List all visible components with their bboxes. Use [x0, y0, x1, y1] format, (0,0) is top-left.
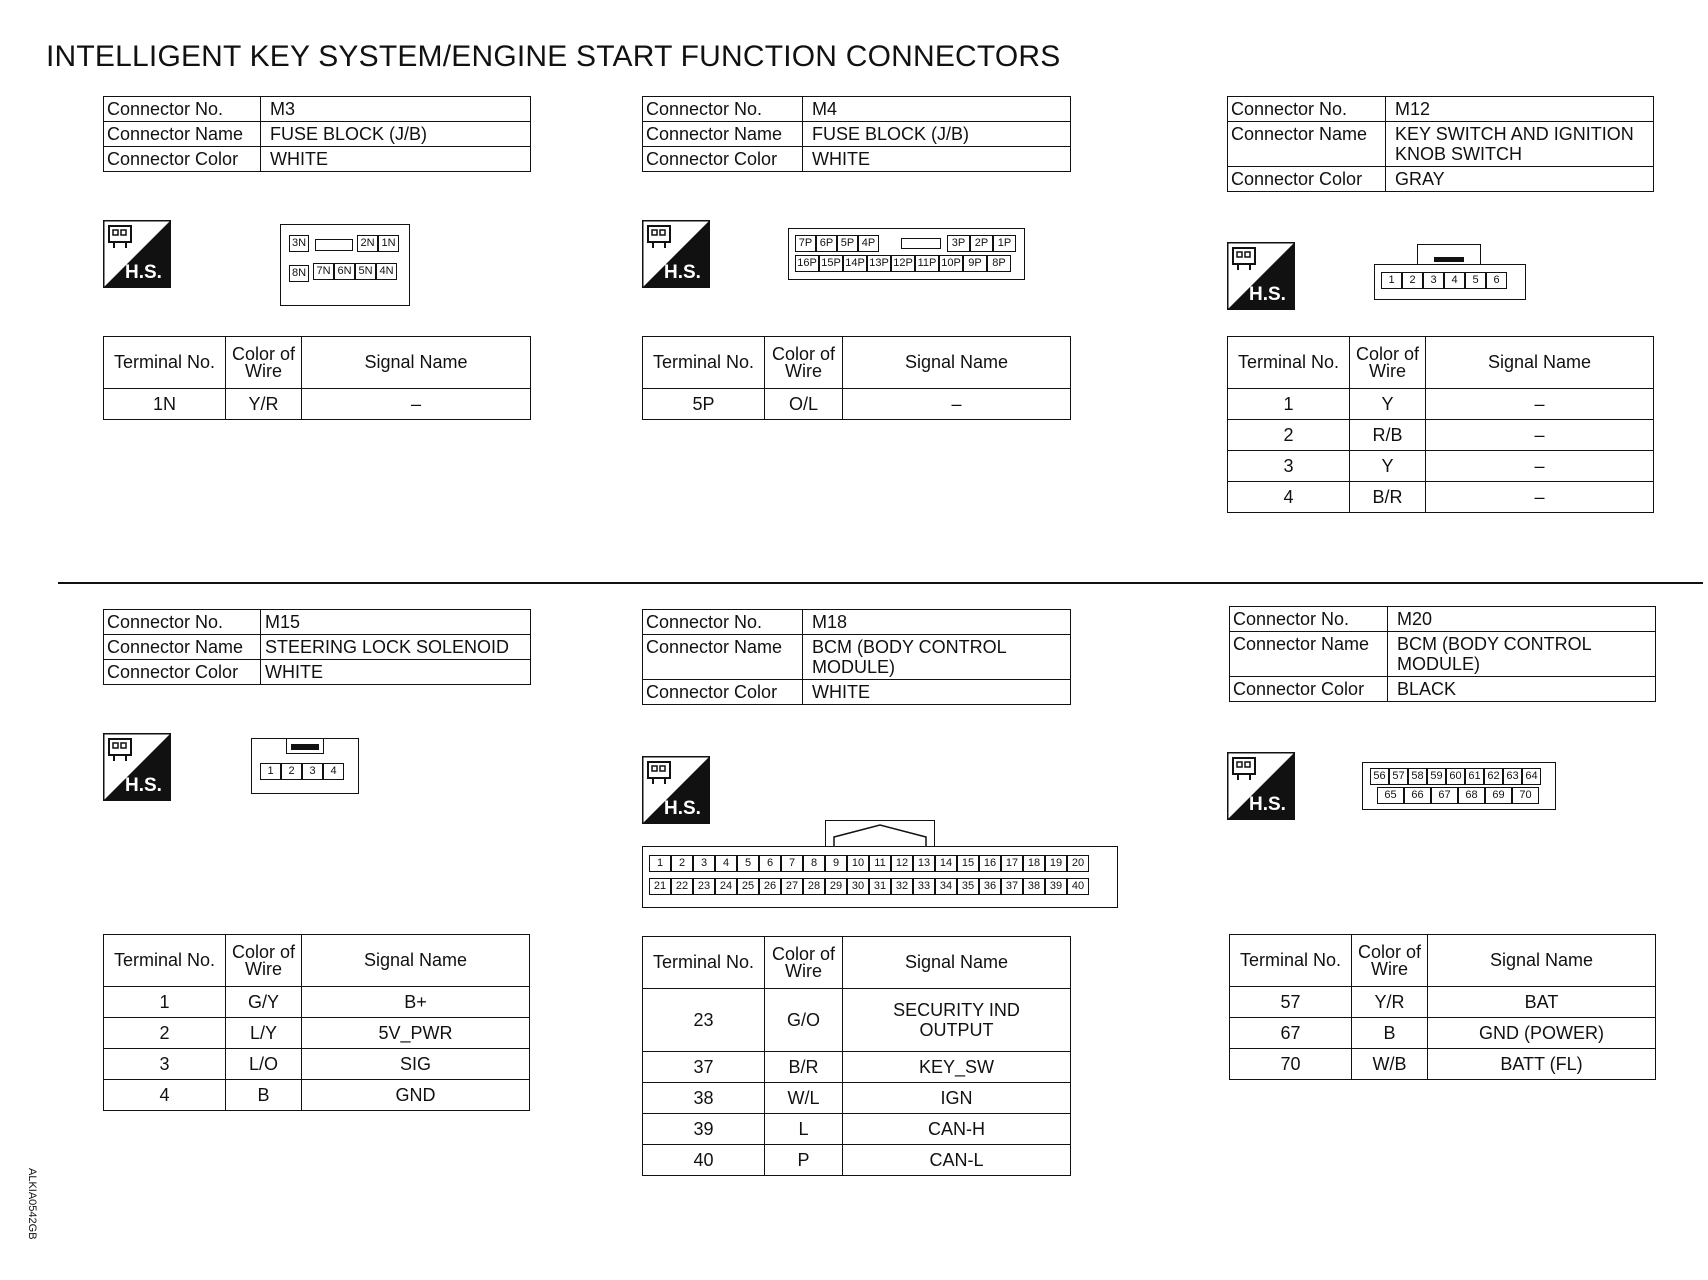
connector-color-label: Connector Color [104, 660, 261, 685]
connector-no-label: Connector No. [643, 610, 803, 635]
signal-name: BATT (FL) [1428, 1049, 1656, 1080]
pin: 3P [947, 235, 970, 252]
connector-no-label: Connector No. [104, 610, 261, 635]
pin: 1 [260, 763, 281, 780]
terminal-no: 1N [104, 389, 226, 420]
pin: 29 [825, 878, 847, 895]
signal-name: – [1426, 451, 1654, 482]
signal-name: B+ [302, 987, 530, 1018]
terminal-no-header: Terminal No. [104, 337, 226, 389]
color-of-wire-header: Color of Wire [226, 935, 302, 987]
hs-label: H.S. [664, 262, 701, 283]
pin: 39 [1045, 878, 1067, 895]
wire-color: L [765, 1114, 843, 1145]
pin: 7N [313, 263, 334, 280]
color-of-wire-header: Color of Wire [765, 337, 843, 389]
hs-label: H.S. [1249, 794, 1286, 815]
wire-color: B [226, 1080, 302, 1111]
terminal-no: 1 [104, 987, 226, 1018]
m20-connector-no: M20 [1388, 607, 1656, 632]
pin: 9P [963, 255, 987, 272]
signal-name: – [1426, 420, 1654, 451]
pin: 4 [715, 855, 737, 872]
pin: 23 [693, 878, 715, 895]
color-of-wire-header: Color of Wire [1352, 935, 1428, 987]
pin: 4 [323, 763, 344, 780]
wire-color: W/L [765, 1083, 843, 1114]
color-of-wire-header: Color of Wire [1350, 337, 1426, 389]
signal-name: CAN-L [843, 1145, 1071, 1176]
signal-name-header: Signal Name [1426, 337, 1654, 389]
signal-name: SIG [302, 1049, 530, 1080]
pin: 2P [970, 235, 993, 252]
m15-connector-latch [286, 739, 324, 754]
table-row [643, 1083, 1071, 1114]
pin: 4 [1444, 272, 1465, 289]
m3-terminal-table [103, 336, 531, 420]
table-row [1228, 420, 1654, 451]
table-row [1230, 987, 1656, 1018]
terminal-no: 3 [104, 1049, 226, 1080]
wire-color: L/Y [226, 1018, 302, 1049]
pin: 34 [935, 878, 957, 895]
m4-key-slot [901, 238, 941, 249]
m12-latch-bar [1434, 257, 1464, 262]
pin: 11P [915, 255, 939, 272]
m15-connector-no: M15 [261, 610, 531, 635]
pin: 3N [289, 235, 309, 252]
pin: 14P [843, 255, 867, 272]
pin: 16P [795, 255, 819, 272]
pin: 1 [1381, 272, 1402, 289]
connector-name-label: Connector Name [1230, 632, 1388, 677]
terminal-no: 67 [1230, 1018, 1352, 1049]
signal-name: 5V_PWR [302, 1018, 530, 1049]
pin: 27 [781, 878, 803, 895]
wire-color: P [765, 1145, 843, 1176]
wire-color: R/B [1350, 420, 1426, 451]
terminal-no: 37 [643, 1052, 765, 1083]
signal-name: GND [302, 1080, 530, 1111]
pin: 15P [819, 255, 843, 272]
pin: 10 [847, 855, 869, 872]
wire-color: Y/R [226, 389, 302, 420]
m4-info-table [642, 96, 1071, 172]
pin: 5 [1465, 272, 1486, 289]
pin: 37 [1001, 878, 1023, 895]
wire-color: W/B [1352, 1049, 1428, 1080]
pin: 61 [1465, 768, 1484, 785]
pin: 8N [289, 265, 309, 282]
m15-connector-face [251, 738, 359, 794]
signal-name: SECURITY IND OUTPUT [843, 989, 1071, 1052]
pin: 28 [803, 878, 825, 895]
pin: 63 [1503, 768, 1522, 785]
table-row [104, 389, 531, 420]
connector-name-label: Connector Name [104, 122, 261, 147]
signal-name-header: Signal Name [843, 337, 1071, 389]
table-row [643, 1145, 1071, 1176]
pin: 6 [1486, 272, 1507, 289]
hs-badge [1227, 752, 1295, 820]
connector-name-label: Connector Name [643, 635, 803, 680]
terminal-no: 70 [1230, 1049, 1352, 1080]
pin: 62 [1484, 768, 1503, 785]
connector-color-label: Connector Color [643, 680, 803, 705]
table-row [643, 389, 1071, 420]
pin: 7 [781, 855, 803, 872]
pin: 60 [1446, 768, 1465, 785]
wire-color: G/Y [226, 987, 302, 1018]
m3-connector-color: WHITE [261, 147, 531, 172]
pin: 2 [1402, 272, 1423, 289]
terminal-no-header: Terminal No. [1228, 337, 1350, 389]
section-divider [58, 582, 1703, 584]
pin: 38 [1023, 878, 1045, 895]
table-row [104, 1018, 530, 1049]
table-row [1228, 482, 1654, 513]
pin: 35 [957, 878, 979, 895]
signal-name: – [843, 389, 1071, 420]
signal-name-header: Signal Name [1428, 935, 1656, 987]
pin: 9 [825, 855, 847, 872]
hs-badge [642, 756, 710, 824]
pin: 26 [759, 878, 781, 895]
table-row [104, 1080, 530, 1111]
hs-label: H.S. [664, 798, 701, 819]
pin: 25 [737, 878, 759, 895]
pin: 5 [737, 855, 759, 872]
pin: 3 [1423, 272, 1444, 289]
wire-color: B/R [1350, 482, 1426, 513]
pin: 1P [993, 235, 1016, 252]
pin: 2 [281, 763, 302, 780]
connector-no-label: Connector No. [1228, 97, 1386, 122]
terminal-no: 38 [643, 1083, 765, 1114]
terminal-no: 40 [643, 1145, 765, 1176]
m12-connector-no: M12 [1386, 97, 1654, 122]
m4-connector-no: M4 [803, 97, 1071, 122]
terminal-no: 4 [1228, 482, 1350, 513]
wire-color: B [1352, 1018, 1428, 1049]
signal-name: KEY_SW [843, 1052, 1071, 1083]
table-row [643, 1114, 1071, 1145]
pin: 64 [1522, 768, 1541, 785]
pin: 33 [913, 878, 935, 895]
pin: 56 [1370, 768, 1389, 785]
pin: 66 [1404, 787, 1431, 804]
wire-color: G/O [765, 989, 843, 1052]
m4-connector-name: FUSE BLOCK (J/B) [803, 122, 1071, 147]
pin: 57 [1389, 768, 1408, 785]
m15-terminal-table [103, 934, 530, 1111]
connector-color-label: Connector Color [104, 147, 261, 172]
table-row [104, 1049, 530, 1080]
pin: 12P [891, 255, 915, 272]
pin: 4N [376, 263, 397, 280]
pin: 31 [869, 878, 891, 895]
pin: 40 [1067, 878, 1089, 895]
connector-color-label: Connector Color [643, 147, 803, 172]
color-of-wire-header: Color of Wire [765, 937, 843, 989]
pin: 14 [935, 855, 957, 872]
terminal-no: 23 [643, 989, 765, 1052]
m20-info-table [1229, 606, 1656, 702]
hs-label: H.S. [1249, 284, 1286, 305]
terminal-no: 5P [643, 389, 765, 420]
pin: 18 [1023, 855, 1045, 872]
terminal-no: 4 [104, 1080, 226, 1111]
pin: 6P [816, 235, 837, 252]
table-row [643, 1052, 1071, 1083]
m20-connector-color: BLACK [1388, 677, 1656, 702]
connector-no-label: Connector No. [1230, 607, 1388, 632]
terminal-no: 57 [1230, 987, 1352, 1018]
signal-name: – [1426, 482, 1654, 513]
pin: 13 [913, 855, 935, 872]
m18-connector-name: BCM (BODY CONTROL MODULE) [803, 635, 1071, 680]
wire-color: L/O [226, 1049, 302, 1080]
wire-color: O/L [765, 389, 843, 420]
terminal-no: 2 [1228, 420, 1350, 451]
m15-connector-color: WHITE [261, 660, 531, 685]
pin: 19 [1045, 855, 1067, 872]
m20-connector-face [1362, 762, 1556, 810]
terminal-no-header: Terminal No. [104, 935, 226, 987]
signal-name-header: Signal Name [302, 337, 531, 389]
pin: 8 [803, 855, 825, 872]
m15-info-table [103, 609, 531, 685]
pin: 59 [1427, 768, 1446, 785]
pin: 67 [1431, 787, 1458, 804]
pin: 4P [858, 235, 879, 252]
pin: 22 [671, 878, 693, 895]
pin: 5P [837, 235, 858, 252]
connector-no-label: Connector No. [104, 97, 261, 122]
m12-connector-name: KEY SWITCH AND IGNITION KNOB SWITCH [1386, 122, 1654, 167]
hs-label: H.S. [125, 262, 162, 283]
m18-terminal-table [642, 936, 1071, 1176]
m18-connector-no: M18 [803, 610, 1071, 635]
wire-color: Y/R [1352, 987, 1428, 1018]
signal-name: IGN [843, 1083, 1071, 1114]
table-row [1228, 389, 1654, 420]
pin: 10P [939, 255, 963, 272]
pin: 32 [891, 878, 913, 895]
terminal-no-header: Terminal No. [1230, 935, 1352, 987]
terminal-no: 3 [1228, 451, 1350, 482]
m18-latch-shape [826, 821, 934, 849]
pin: 36 [979, 878, 1001, 895]
table-row [1230, 1018, 1656, 1049]
pin: 17 [1001, 855, 1023, 872]
connector-no-label: Connector No. [643, 97, 803, 122]
wire-color: B/R [765, 1052, 843, 1083]
signal-name-header: Signal Name [843, 937, 1071, 989]
hs-badge [642, 220, 710, 288]
pin: 58 [1408, 768, 1427, 785]
m3-key-slot [315, 239, 353, 251]
m4-connector-face [788, 228, 1025, 280]
signal-name: – [1426, 389, 1654, 420]
wire-color: Y [1350, 451, 1426, 482]
hs-badge [1227, 242, 1295, 310]
m3-connector-no: M3 [261, 97, 531, 122]
pin: 20 [1067, 855, 1089, 872]
signal-name: – [302, 389, 531, 420]
m20-connector-name: BCM (BODY CONTROL MODULE) [1388, 632, 1656, 677]
pin: 1N [378, 235, 399, 252]
pin: 16 [979, 855, 1001, 872]
m12-info-table [1227, 96, 1654, 192]
m12-terminal-table [1227, 336, 1654, 513]
terminal-no: 2 [104, 1018, 226, 1049]
connector-color-label: Connector Color [1228, 167, 1386, 192]
m18-connector-latch [825, 820, 935, 849]
pin: 2 [671, 855, 693, 872]
pin: 30 [847, 878, 869, 895]
signal-name: CAN-H [843, 1114, 1071, 1145]
pin: 6N [334, 263, 355, 280]
m3-connector-name: FUSE BLOCK (J/B) [261, 122, 531, 147]
terminal-no: 1 [1228, 389, 1350, 420]
m20-terminal-table [1229, 934, 1656, 1080]
pin: 7P [795, 235, 816, 252]
connector-name-label: Connector Name [643, 122, 803, 147]
table-row [643, 989, 1071, 1052]
signal-name-header: Signal Name [302, 935, 530, 987]
m3-info-table [103, 96, 531, 172]
m18-connector-face [642, 846, 1118, 908]
m15-connector-name: STEERING LOCK SOLENOID [261, 635, 531, 660]
m3-connector-face [280, 224, 410, 306]
pin: 5N [355, 263, 376, 280]
terminal-no: 39 [643, 1114, 765, 1145]
m12-connector-color: GRAY [1386, 167, 1654, 192]
pin: 3 [693, 855, 715, 872]
pin: 68 [1458, 787, 1485, 804]
table-row [1230, 1049, 1656, 1080]
pin: 70 [1512, 787, 1539, 804]
pin: 1 [649, 855, 671, 872]
pin: 69 [1485, 787, 1512, 804]
connector-name-label: Connector Name [104, 635, 261, 660]
pin: 6 [759, 855, 781, 872]
m4-terminal-table [642, 336, 1071, 420]
m18-info-table [642, 609, 1071, 705]
m18-connector-color: WHITE [803, 680, 1071, 705]
figure-id: ALKIA0542GB [26, 1168, 38, 1240]
m12-connector-face [1374, 264, 1526, 300]
hs-label: H.S. [125, 775, 162, 796]
pin: 15 [957, 855, 979, 872]
terminal-no-header: Terminal No. [643, 337, 765, 389]
wire-color: Y [1350, 389, 1426, 420]
page-title: INTELLIGENT KEY SYSTEM/ENGINE START FUNCTION CONNECTORS [46, 40, 1061, 73]
terminal-no-header: Terminal No. [643, 937, 765, 989]
pin: 24 [715, 878, 737, 895]
table-row [1228, 451, 1654, 482]
pin: 2N [357, 235, 378, 252]
pin: 8P [987, 255, 1011, 272]
pin: 3 [302, 763, 323, 780]
signal-name: BAT [1428, 987, 1656, 1018]
m15-latch-bar [291, 744, 319, 750]
pin: 13P [867, 255, 891, 272]
pin: 65 [1377, 787, 1404, 804]
pin: 21 [649, 878, 671, 895]
color-of-wire-header: Color of Wire [226, 337, 302, 389]
hs-badge [103, 733, 171, 801]
table-row [104, 987, 530, 1018]
m4-connector-color: WHITE [803, 147, 1071, 172]
hs-badge [103, 220, 171, 288]
connector-name-label: Connector Name [1228, 122, 1386, 167]
connector-color-label: Connector Color [1230, 677, 1388, 702]
pin: 11 [869, 855, 891, 872]
signal-name: GND (POWER) [1428, 1018, 1656, 1049]
pin: 12 [891, 855, 913, 872]
